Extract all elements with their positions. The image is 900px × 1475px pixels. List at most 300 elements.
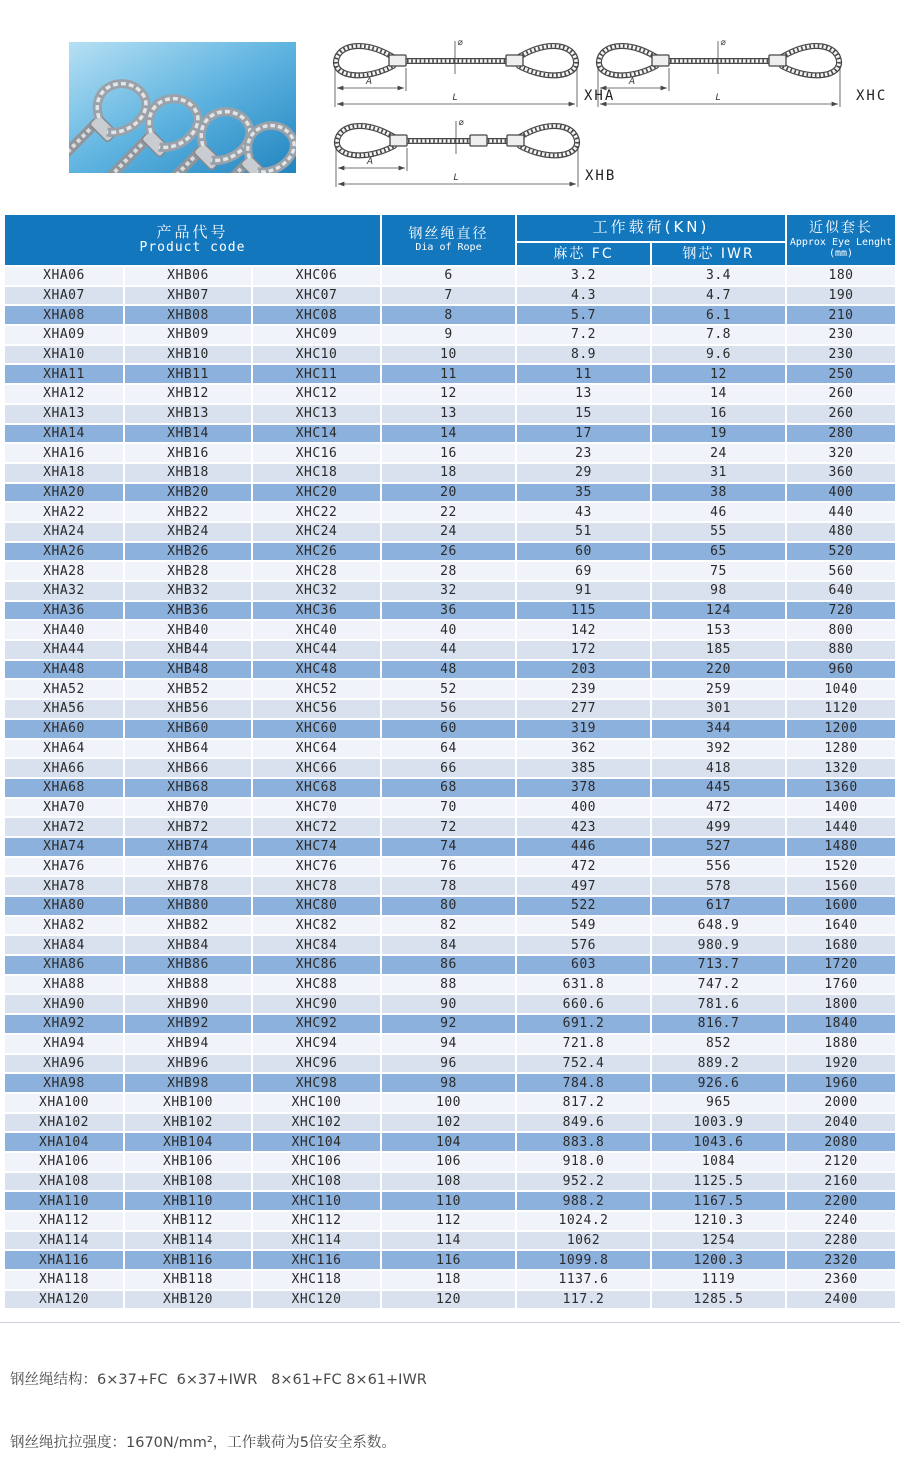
cell-eye-length: 250: [787, 365, 895, 383]
table-row: [5, 720, 895, 738]
cell-xhc-code: XHC84: [253, 936, 380, 954]
cell-eye-length: 1960: [787, 1074, 895, 1092]
table-row: [5, 700, 895, 718]
cell-rope-dia: 74: [382, 838, 515, 856]
cell-xhc-code: XHC80: [253, 897, 380, 915]
cell-load-iwr: 889.2: [652, 1055, 785, 1073]
cell-xhb-code: XHB84: [125, 936, 251, 954]
cell-load-iwr: 1210.3: [652, 1212, 785, 1230]
cell-xha-code: XHA36: [5, 602, 123, 620]
cell-xhb-code: XHB118: [125, 1271, 251, 1289]
cell-eye-length: 280: [787, 425, 895, 443]
table-row: [5, 838, 895, 856]
cell-xha-code: XHA68: [5, 779, 123, 797]
cell-load-fc: 23: [517, 444, 650, 462]
footer-structure-note: 钢丝绳结构：6×37+FC 6×37+IWR 8×61+FC 8×61+IWR: [10, 1372, 427, 1388]
cell-xhb-code: XHB76: [125, 858, 251, 876]
table-row: [5, 621, 895, 639]
cell-xha-code: XHA09: [5, 326, 123, 344]
cell-xhb-code: XHB102: [125, 1114, 251, 1132]
cell-xhc-code: XHC32: [253, 582, 380, 600]
cell-load-fc: 631.8: [517, 976, 650, 994]
cell-rope-dia: 120: [382, 1291, 515, 1309]
cell-load-fc: 497: [517, 877, 650, 895]
cell-eye-length: 880: [787, 641, 895, 659]
cell-rope-dia: 96: [382, 1055, 515, 1073]
table-row: [5, 956, 895, 974]
cell-xha-code: XHA40: [5, 621, 123, 639]
table-row: [5, 1153, 895, 1171]
cell-load-iwr: 1084: [652, 1153, 785, 1171]
cell-xhc-code: XHC13: [253, 405, 380, 423]
cell-xhc-code: XHC116: [253, 1251, 380, 1269]
cell-xha-code: XHA22: [5, 503, 123, 521]
cell-xhc-code: XHC74: [253, 838, 380, 856]
cell-xhb-code: XHB66: [125, 759, 251, 777]
cell-rope-dia: 16: [382, 444, 515, 462]
table-row: [5, 1251, 895, 1269]
cell-xha-code: XHA06: [5, 267, 123, 285]
cell-eye-length: 1440: [787, 818, 895, 836]
cell-xha-code: XHA82: [5, 917, 123, 935]
cell-load-iwr: 14: [652, 385, 785, 403]
cell-rope-dia: 86: [382, 956, 515, 974]
cell-rope-dia: 88: [382, 976, 515, 994]
cell-xha-code: XHA120: [5, 1291, 123, 1309]
cell-load-fc: 784.8: [517, 1074, 650, 1092]
table-row: [5, 740, 895, 758]
cell-load-iwr: 75: [652, 562, 785, 580]
table-row: [5, 917, 895, 935]
cell-xhb-code: XHB18: [125, 464, 251, 482]
cell-load-fc: 15: [517, 405, 650, 423]
cell-load-iwr: 1285.5: [652, 1291, 785, 1309]
cell-xhb-code: XHB16: [125, 444, 251, 462]
cell-xhc-code: XHC48: [253, 661, 380, 679]
cell-xha-code: XHA112: [5, 1212, 123, 1230]
cell-eye-length: 2040: [787, 1114, 895, 1132]
cell-load-iwr: 3.4: [652, 267, 785, 285]
cell-xhb-code: XHB106: [125, 1153, 251, 1171]
table-row: [5, 641, 895, 659]
cell-xha-code: XHA14: [5, 425, 123, 443]
cell-xhc-code: XHC78: [253, 877, 380, 895]
cell-xha-code: XHA118: [5, 1271, 123, 1289]
cell-xhc-code: XHC07: [253, 287, 380, 305]
header-eye-length: [787, 215, 895, 265]
header-dia-en: Dia of Rope: [415, 242, 482, 254]
cell-xhb-code: XHB74: [125, 838, 251, 856]
cell-rope-dia: 13: [382, 405, 515, 423]
cell-load-fc: 172: [517, 641, 650, 659]
cell-xhc-code: XHC86: [253, 956, 380, 974]
cell-load-fc: 13: [517, 385, 650, 403]
cell-xha-code: XHA76: [5, 858, 123, 876]
cell-rope-dia: 6: [382, 267, 515, 285]
cell-load-fc: 69: [517, 562, 650, 580]
cell-xhc-code: XHC26: [253, 543, 380, 561]
cell-load-iwr: 1200.3: [652, 1251, 785, 1269]
cell-xhc-code: XHC36: [253, 602, 380, 620]
cell-xha-code: XHA108: [5, 1173, 123, 1191]
cell-rope-dia: 102: [382, 1114, 515, 1132]
cell-rope-dia: 12: [382, 385, 515, 403]
cell-load-iwr: 55: [652, 523, 785, 541]
cell-load-fc: 43: [517, 503, 650, 521]
cell-xha-code: XHA100: [5, 1094, 123, 1112]
cell-eye-length: 640: [787, 582, 895, 600]
table-row: [5, 1192, 895, 1210]
cell-load-fc: 239: [517, 680, 650, 698]
cell-load-iwr: 7.8: [652, 326, 785, 344]
cell-eye-length: 1200: [787, 720, 895, 738]
cell-load-iwr: 418: [652, 759, 785, 777]
cell-xhb-code: XHB08: [125, 306, 251, 324]
cell-load-iwr: 527: [652, 838, 785, 856]
cell-eye-length: 230: [787, 346, 895, 364]
cell-xhb-code: XHB36: [125, 602, 251, 620]
cell-xha-code: XHA32: [5, 582, 123, 600]
table-row: [5, 976, 895, 994]
cell-xhc-code: XHC56: [253, 700, 380, 718]
cell-xhb-code: XHB06: [125, 267, 251, 285]
table-row: [5, 1015, 895, 1033]
table-row: [5, 562, 895, 580]
cell-rope-dia: 40: [382, 621, 515, 639]
cell-xha-code: XHA56: [5, 700, 123, 718]
cell-xha-code: XHA18: [5, 464, 123, 482]
cell-xhc-code: XHC66: [253, 759, 380, 777]
cell-xha-code: XHA70: [5, 799, 123, 817]
cell-rope-dia: 82: [382, 917, 515, 935]
table-row: [5, 484, 895, 502]
cell-xhc-code: XHC70: [253, 799, 380, 817]
cell-load-iwr: 392: [652, 740, 785, 758]
cell-xha-code: XHA26: [5, 543, 123, 561]
cell-xha-code: XHA116: [5, 1251, 123, 1269]
cell-rope-dia: 110: [382, 1192, 515, 1210]
cell-xhc-code: XHC08: [253, 306, 380, 324]
cell-xhc-code: XHC118: [253, 1271, 380, 1289]
cell-xhc-code: XHC20: [253, 484, 380, 502]
cell-eye-length: 260: [787, 405, 895, 423]
cell-eye-length: 1280: [787, 740, 895, 758]
cell-xhc-code: XHC90: [253, 995, 380, 1013]
cell-rope-dia: 116: [382, 1251, 515, 1269]
cell-rope-dia: 104: [382, 1133, 515, 1151]
cell-load-fc: 446: [517, 838, 650, 856]
cell-xhb-code: XHB68: [125, 779, 251, 797]
cell-eye-length: 400: [787, 484, 895, 502]
cell-rope-dia: 112: [382, 1212, 515, 1230]
cell-xhc-code: XHC12: [253, 385, 380, 403]
table-row: [5, 523, 895, 541]
cell-xhc-code: XHC72: [253, 818, 380, 836]
cell-load-iwr: 38: [652, 484, 785, 502]
cell-load-fc: 17: [517, 425, 650, 443]
header-fc-label: 麻芯 FC: [553, 245, 614, 262]
cell-xha-code: XHA102: [5, 1114, 123, 1132]
header-working-load-group: [517, 215, 785, 241]
cell-load-iwr: 1119: [652, 1271, 785, 1289]
cell-eye-length: 1600: [787, 897, 895, 915]
cell-load-iwr: 220: [652, 661, 785, 679]
cell-rope-dia: 56: [382, 700, 515, 718]
cell-xhc-code: XHC14: [253, 425, 380, 443]
cell-load-fc: 1024.2: [517, 1212, 650, 1230]
cell-rope-dia: 18: [382, 464, 515, 482]
cell-load-fc: 277: [517, 700, 650, 718]
table-row: [5, 858, 895, 876]
cell-xhc-code: XHC100: [253, 1094, 380, 1112]
cell-load-fc: 1099.8: [517, 1251, 650, 1269]
cell-load-fc: 660.6: [517, 995, 650, 1013]
cell-xha-code: XHA44: [5, 641, 123, 659]
header-product-code-zh: 产品代号: [156, 222, 229, 241]
cell-rope-dia: 32: [382, 582, 515, 600]
cell-load-fc: 472: [517, 858, 650, 876]
cell-load-fc: 29: [517, 464, 650, 482]
cell-eye-length: 560: [787, 562, 895, 580]
header-steel-core: [652, 243, 785, 265]
table-row: [5, 405, 895, 423]
table-row: [5, 385, 895, 403]
cell-xha-code: XHA72: [5, 818, 123, 836]
cell-eye-length: 1880: [787, 1035, 895, 1053]
cell-rope-dia: 9: [382, 326, 515, 344]
table-row: [5, 661, 895, 679]
cell-eye-length: 1520: [787, 858, 895, 876]
cell-rope-dia: 68: [382, 779, 515, 797]
cell-load-fc: 522: [517, 897, 650, 915]
table-row: [5, 543, 895, 561]
cell-xhc-code: XHC82: [253, 917, 380, 935]
cell-xhc-code: XHC10: [253, 346, 380, 364]
cell-load-iwr: 1254: [652, 1232, 785, 1250]
cell-xha-code: XHA60: [5, 720, 123, 738]
cell-eye-length: 960: [787, 661, 895, 679]
header-eye-en: Approx Eye Lenght: [789, 236, 893, 248]
cell-load-fc: 988.2: [517, 1192, 650, 1210]
cell-load-iwr: 713.7: [652, 956, 785, 974]
header-working-load-label: 工作载荷(KN): [592, 218, 710, 237]
cell-xhb-code: XHB116: [125, 1251, 251, 1269]
header-dia-of-rope: [382, 215, 515, 265]
header-iwr-label: 钢芯 IWR: [682, 245, 755, 262]
cell-xhb-code: XHB12: [125, 385, 251, 403]
cell-rope-dia: 7: [382, 287, 515, 305]
cell-eye-length: 480: [787, 523, 895, 541]
cell-xha-code: XHA80: [5, 897, 123, 915]
cell-load-iwr: 578: [652, 877, 785, 895]
cell-eye-length: 1800: [787, 995, 895, 1013]
cell-eye-length: 360: [787, 464, 895, 482]
cell-xhb-code: XHB07: [125, 287, 251, 305]
cell-load-iwr: 747.2: [652, 976, 785, 994]
cell-load-fc: 603: [517, 956, 650, 974]
cell-xhc-code: XHC24: [253, 523, 380, 541]
cell-xhc-code: XHC16: [253, 444, 380, 462]
cell-eye-length: 1640: [787, 917, 895, 935]
cell-load-iwr: 16: [652, 405, 785, 423]
cell-eye-length: 210: [787, 306, 895, 324]
cell-load-fc: 3.2: [517, 267, 650, 285]
header-eye-unit: (mm): [828, 248, 854, 260]
cell-load-iwr: 259: [652, 680, 785, 698]
cell-load-iwr: 472: [652, 799, 785, 817]
cell-xhc-code: XHC40: [253, 621, 380, 639]
cell-load-iwr: 185: [652, 641, 785, 659]
cell-rope-dia: 92: [382, 1015, 515, 1033]
cell-load-iwr: 1125.5: [652, 1173, 785, 1191]
diagram-label-xhb: XHB: [585, 168, 617, 184]
cell-rope-dia: 70: [382, 799, 515, 817]
cell-xhc-code: XHC104: [253, 1133, 380, 1151]
cell-load-iwr: 9.6: [652, 346, 785, 364]
cell-load-fc: 721.8: [517, 1035, 650, 1053]
cell-rope-dia: 108: [382, 1173, 515, 1191]
cell-xha-code: XHA64: [5, 740, 123, 758]
cell-load-iwr: 153: [652, 621, 785, 639]
table-row: [5, 1035, 895, 1053]
cell-rope-dia: 94: [382, 1035, 515, 1053]
cell-load-iwr: 852: [652, 1035, 785, 1053]
cell-load-fc: 51: [517, 523, 650, 541]
header-product-code: [5, 215, 380, 265]
cell-rope-dia: 100: [382, 1094, 515, 1112]
cell-load-fc: 60: [517, 543, 650, 561]
table-row: [5, 897, 895, 915]
diagram-label-xhc: XHC: [856, 88, 888, 104]
cell-xhb-code: XHB22: [125, 503, 251, 521]
cell-load-fc: 549: [517, 917, 650, 935]
cell-load-iwr: 1167.5: [652, 1192, 785, 1210]
cell-xha-code: XHA48: [5, 661, 123, 679]
cell-xha-code: XHA86: [5, 956, 123, 974]
table-body: [5, 267, 895, 1308]
table-row: [5, 1232, 895, 1250]
cell-rope-dia: 26: [382, 543, 515, 561]
cell-rope-dia: 114: [382, 1232, 515, 1250]
cell-eye-length: 260: [787, 385, 895, 403]
cell-xhb-code: XHB14: [125, 425, 251, 443]
cell-xhb-code: XHB10: [125, 346, 251, 364]
table-row: [5, 326, 895, 344]
cell-load-fc: 35: [517, 484, 650, 502]
cell-rope-dia: 60: [382, 720, 515, 738]
cell-xhc-code: XHC68: [253, 779, 380, 797]
table-row: [5, 936, 895, 954]
cell-eye-length: 1320: [787, 759, 895, 777]
cell-xhc-code: XHC18: [253, 464, 380, 482]
table-row: [5, 1114, 895, 1132]
table-row: [5, 1173, 895, 1191]
table-row: [5, 306, 895, 324]
cell-xha-code: XHA98: [5, 1074, 123, 1092]
cell-xha-code: XHA52: [5, 680, 123, 698]
cell-eye-length: 2320: [787, 1251, 895, 1269]
table-row: [5, 503, 895, 521]
cell-rope-dia: 118: [382, 1271, 515, 1289]
cell-xhb-code: XHB72: [125, 818, 251, 836]
cell-xha-code: XHA66: [5, 759, 123, 777]
cell-rope-dia: 66: [382, 759, 515, 777]
cell-load-iwr: 24: [652, 444, 785, 462]
cell-xha-code: XHA110: [5, 1192, 123, 1210]
cell-xhc-code: XHC98: [253, 1074, 380, 1092]
cell-eye-length: 720: [787, 602, 895, 620]
table-row: [5, 818, 895, 836]
table-row: [5, 759, 895, 777]
cell-xhb-code: XHB11: [125, 365, 251, 383]
table-row: [5, 346, 895, 364]
cell-eye-length: 2400: [787, 1291, 895, 1309]
cell-xhc-code: XHC94: [253, 1035, 380, 1053]
cell-rope-dia: 80: [382, 897, 515, 915]
cell-xha-code: XHA11: [5, 365, 123, 383]
diagram-xhb: [332, 116, 582, 196]
cell-xhb-code: XHB60: [125, 720, 251, 738]
cell-eye-length: 2360: [787, 1271, 895, 1289]
table-row: [5, 267, 895, 285]
cell-load-fc: 378: [517, 779, 650, 797]
cell-eye-length: 190: [787, 287, 895, 305]
cell-eye-length: 1840: [787, 1015, 895, 1033]
cell-xhb-code: XHB40: [125, 621, 251, 639]
spec-table: [5, 215, 895, 1310]
cell-load-iwr: 1003.9: [652, 1114, 785, 1132]
table-row: [5, 1291, 895, 1309]
table-row: [5, 1094, 895, 1112]
cell-xhb-code: XHB64: [125, 740, 251, 758]
cell-eye-length: 1760: [787, 976, 895, 994]
cell-eye-length: 1720: [787, 956, 895, 974]
cell-xhb-code: XHB94: [125, 1035, 251, 1053]
cell-load-fc: 319: [517, 720, 650, 738]
cell-rope-dia: 14: [382, 425, 515, 443]
cell-eye-length: 2120: [787, 1153, 895, 1171]
cell-eye-length: 1480: [787, 838, 895, 856]
cell-load-iwr: 4.7: [652, 287, 785, 305]
cell-xha-code: XHA96: [5, 1055, 123, 1073]
table-row: [5, 1271, 895, 1289]
cell-xha-code: XHA08: [5, 306, 123, 324]
cell-load-iwr: 980.9: [652, 936, 785, 954]
cell-xha-code: XHA94: [5, 1035, 123, 1053]
cell-xhb-code: XHB114: [125, 1232, 251, 1250]
cell-xhb-code: XHB82: [125, 917, 251, 935]
cell-load-fc: 115: [517, 602, 650, 620]
table-row: [5, 1074, 895, 1092]
cell-xhc-code: XHC60: [253, 720, 380, 738]
cell-xhc-code: XHC44: [253, 641, 380, 659]
cell-load-fc: 8.9: [517, 346, 650, 364]
cell-load-fc: 849.6: [517, 1114, 650, 1132]
cell-xhb-code: XHB96: [125, 1055, 251, 1073]
cell-eye-length: 2240: [787, 1212, 895, 1230]
cell-eye-length: 1120: [787, 700, 895, 718]
cell-load-fc: 117.2: [517, 1291, 650, 1309]
cell-xhb-code: XHB52: [125, 680, 251, 698]
cell-xhc-code: XHC06: [253, 267, 380, 285]
table-row: [5, 464, 895, 482]
table-row: [5, 799, 895, 817]
cell-eye-length: 1040: [787, 680, 895, 698]
cell-load-iwr: 781.6: [652, 995, 785, 1013]
cell-xhb-code: XHB20: [125, 484, 251, 502]
table-row: [5, 582, 895, 600]
cell-eye-length: 2160: [787, 1173, 895, 1191]
